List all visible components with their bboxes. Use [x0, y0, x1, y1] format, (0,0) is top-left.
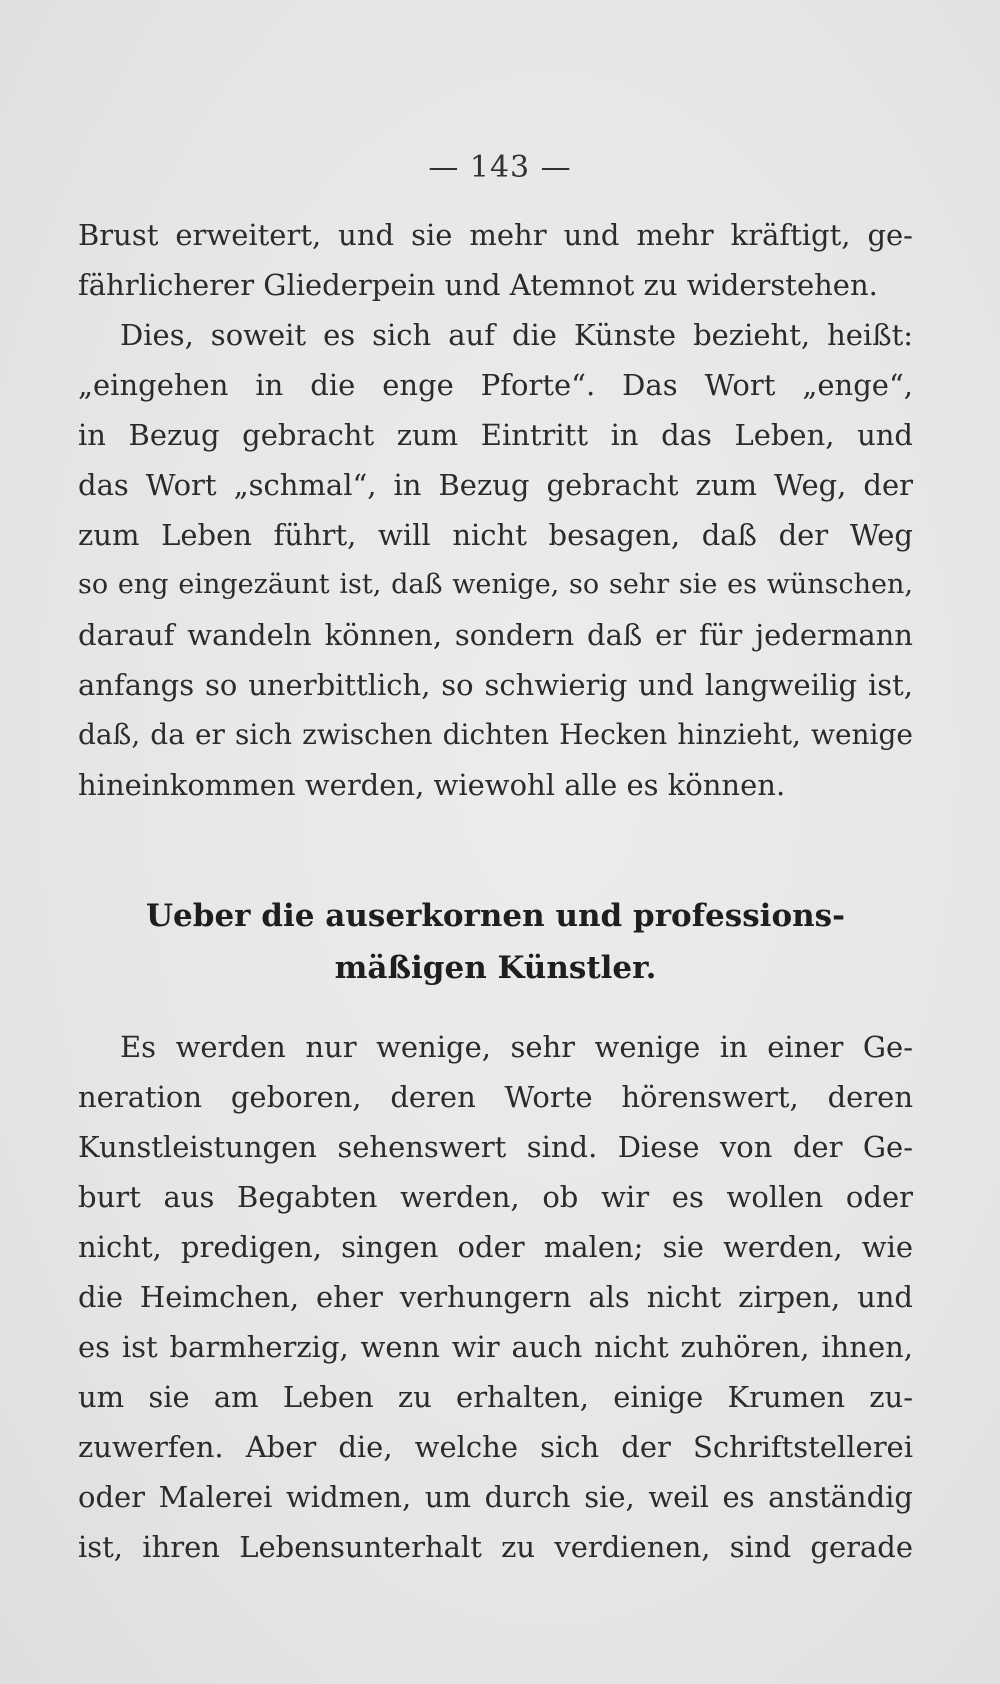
text-line: „eingehen in die enge Pforte“. Das Wort „enge“, [78, 368, 913, 402]
heading-line: mäßigen Künstler. [334, 950, 657, 986]
text-line: um sie am Leben zu erhalten, einige Krumen zu- [78, 1380, 913, 1414]
text-line: hineinkommen werden, wiewohl alle es können. [78, 768, 786, 802]
text-line: in Bezug gebracht zum Eintritt in das Leben, und [78, 418, 913, 452]
text-line: oder Malerei widmen, um durch sie, weil es anständig [78, 1480, 913, 1514]
section-heading [78, 890, 913, 994]
text-line: zum Leben führt, will nicht besagen, daß der Weg [78, 518, 913, 552]
text-line: neration geboren, deren Worte hörenswert, deren [78, 1080, 913, 1114]
paragraph-narrow-gate [78, 310, 913, 810]
page-number: — 143 — [428, 150, 572, 185]
paragraph-continued [78, 210, 913, 310]
text-line: nicht, predigen, singen oder malen; sie werden, wie [78, 1230, 913, 1264]
text-line: Kunstleistungen sehenswert sind. Diese von der Ge- [78, 1130, 913, 1164]
text-line: Brust erweitert, und sie mehr und mehr kräftigt, ge- [78, 218, 913, 252]
text-line: es ist barmherzig, wenn wir auch nicht zuhören, ihnen, [78, 1330, 913, 1364]
text-line: so eng eingezäunt ist, daß wenige, so sehr sie es wünschen, [78, 569, 913, 600]
text-line: Es werden nur wenige, sehr wenige in einer Ge- [120, 1030, 913, 1064]
text-line: die Heimchen, eher verhungern als nicht zirpen, und [78, 1280, 913, 1314]
text-line: anfangs so unerbittlich, so schwierig und langweilig ist, [78, 668, 913, 702]
text-line: fährlicherer Gliederpein und Atemnot zu widerstehen. [78, 268, 878, 302]
text-line: darauf wandeln können, sondern daß er für jedermann [78, 618, 913, 652]
text-line: ist, ihren Lebensunterhalt zu verdienen, sind gerade [78, 1530, 913, 1564]
text-line: das Wort „schmal“, in Bezug gebracht zum Weg, der [78, 468, 913, 502]
text-line: burt aus Begabten werden, ob wir es wollen oder [78, 1180, 913, 1214]
heading-line: Ueber die auserkornen und professions- [146, 898, 845, 934]
text-line: daß, da er sich zwischen dichten Hecken hinzieht, wenige [78, 718, 913, 751]
paragraph-artists [78, 1022, 913, 1572]
text-line: Dies, soweit es sich auf die Künste bezieht, heißt: [120, 318, 913, 352]
text-line: zuwerfen. Aber die, welche sich der Schriftstellerei [78, 1430, 913, 1464]
